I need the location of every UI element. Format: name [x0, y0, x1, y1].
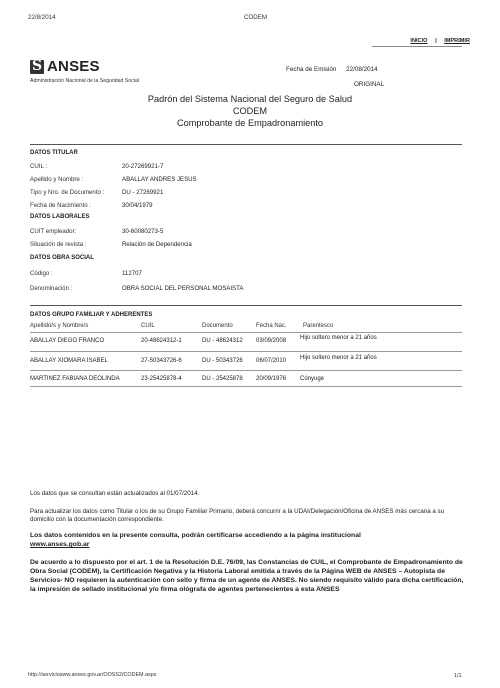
field-label: CUIT empleador: [30, 228, 77, 235]
field-value: 112707 [122, 270, 142, 277]
member-cuil: 27-50343726-6 [141, 358, 182, 364]
field-label: Fecha de Nacimiento : [30, 202, 91, 209]
brand-subtitle: Administración Nacional de la Seguridad Social [30, 78, 139, 84]
update-info: Para actualizar los datos como Titular o los de su Grupo Familiar Primario, deberá concurrir a la UDAI/Delegación/Oficina de ANSES más cercana a su domicilio con la documentación correspondiente. [30, 508, 445, 523]
table-header-line [30, 332, 462, 333]
col-header-name: Apellido/s y Nombre/s [30, 323, 89, 329]
member-cuil: 20-48624312-1 [141, 338, 182, 344]
field-label: CUIL : [30, 163, 48, 170]
divider-familiar [30, 305, 462, 306]
nav-divider [372, 46, 462, 47]
section-familiar: DATOS GRUPO FAMILIAR Y ADHERENTES [30, 312, 153, 318]
footer-url: http://serviciosww.anses.gov.ar/OOSS2/CODEM.aspx [28, 672, 157, 678]
home-link[interactable]: INICIO [410, 38, 428, 44]
member-relation: Hijo soltero menor a 21 años [300, 335, 377, 341]
field-label: Tipo y Nro. de Documento : [30, 189, 105, 196]
field-value: OBRA SOCIAL DEL PERSONAL MOSAISTA [122, 285, 244, 292]
member-name: MARTINEZ FABIANA DEOLINDA [30, 376, 120, 382]
member-name: ABALLAY XIOMARA ISABEL [30, 358, 108, 364]
legal-note: De acuerdo a lo dispuesto por el art. 1 de la Resolución D.E. 76/09, las Constancias de CUIL, el Comprobante de Empadronamiento de Obra Social (CODEM), la Certificación Negativa y la Historia Laboral emitida a través de la Página WEB de ANSES – Autopista de Servicios- NO requieren la autenticación con sello y firma de un agente de ANSES. No siendo requisito válido para dicha certificación, la impresión de sellado institucional y/o firma ológrafa de agentes pertenecientes a esta ANSES [30, 559, 464, 593]
print-date: 22/8/2014 [28, 14, 56, 21]
emission-value: 22/08/2014 [346, 66, 378, 73]
field-value: DU - 27269921 [122, 189, 164, 196]
divider-top [30, 144, 462, 145]
anses-logo-icon [30, 60, 44, 74]
title-line-3: Comprobante de Empadronamiento [176, 118, 324, 128]
title-line-1: Padrón del Sistema Nacional del Seguro de Salud [147, 94, 353, 104]
emission-label: Fecha de Emisión [286, 66, 337, 73]
document-title [0, 93, 500, 129]
field-value: Relación de Dependencia [122, 241, 192, 248]
page-number: 1/1 [454, 673, 462, 679]
brand-name: ANSES [47, 58, 100, 75]
member-birth: 20/09/1976 [256, 376, 287, 382]
member-relation: Cónyuge [300, 376, 325, 382]
member-birth: 06/07/2010 [256, 358, 287, 364]
field-label: Situación de revista : [30, 241, 87, 248]
col-header-document: Documento [202, 323, 233, 329]
anses-website-link[interactable]: www.anses.gob.ar [30, 541, 90, 548]
print-link[interactable]: IMPRIMIR [444, 38, 470, 44]
emission-date [286, 66, 378, 73]
certify-text: Los datos contenidos en la presente consulta, podrán certificarse accediendo a la página institucional [30, 532, 361, 539]
original-status: ORIGINAL [354, 81, 385, 88]
table-row-line [30, 351, 462, 352]
updated-note: Los datos que se consultan están actualizados al 01/07/2014. [30, 490, 200, 497]
member-name: ABALLAY DIEGO FRANCO [30, 338, 105, 344]
field-label: Apellido y Nombre : [30, 176, 84, 183]
table-row-line [30, 370, 462, 371]
member-relation: Hijo soltero menor a 21 años [300, 355, 377, 361]
field-value: 30/04/1979 [122, 202, 153, 209]
field-label: Código : [30, 270, 53, 277]
field-value: 20-27269921-7 [122, 163, 164, 170]
member-document: DU - 48624312 [202, 338, 243, 344]
member-document: DU - 25425878 [202, 376, 243, 382]
table-row-line [30, 386, 462, 387]
col-header-birth: Fecha Nac. [256, 323, 287, 329]
anses-logo [30, 60, 150, 88]
title-line-2: CODEM [232, 106, 268, 116]
member-document: DU - 50343726 [202, 358, 243, 364]
section-laborales: DATOS LABORALES [30, 214, 90, 220]
field-value: ABALLAY ANDRES JESUS [122, 176, 197, 183]
nav-separator: | [435, 38, 437, 44]
field-label: Denominación : [30, 285, 73, 292]
certify-note [30, 531, 465, 549]
top-nav [410, 38, 470, 44]
section-titular: DATOS TITULAR [30, 150, 78, 156]
field-value: 30-60080273-5 [122, 228, 164, 235]
member-birth: 03/09/2008 [256, 338, 287, 344]
col-header-relation: Parentesco [303, 323, 334, 329]
col-header-cuil: CUIL [141, 323, 155, 329]
print-title: CODEM [244, 14, 268, 21]
member-cuil: 23-25425878-4 [141, 376, 182, 382]
section-obra-social: DATOS OBRA SOCIAL [30, 255, 94, 261]
